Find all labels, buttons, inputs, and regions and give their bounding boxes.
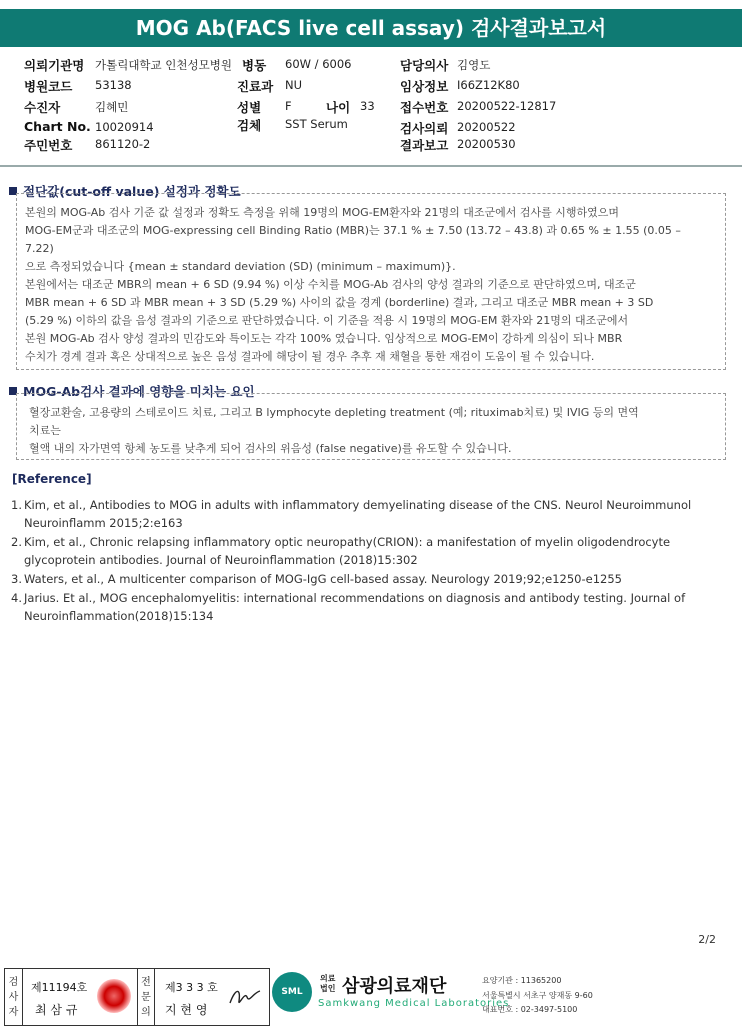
cutoff-line: MOG-EM군과 대조군의 MOG-expressing cell Binding Ratio (MBR)는 37.1 % ± 7.50 (13.72 – 43.8) 과 0.65 % ± 1.55 (0.05 –	[25, 224, 681, 237]
org-name: 삼광의료재단	[342, 976, 447, 997]
signature-icon	[227, 983, 263, 1011]
value-sex: F	[285, 99, 292, 113]
value-age: 33	[360, 99, 375, 113]
value-patient: 김혜민	[95, 100, 129, 114]
reference-item	[11, 533, 721, 569]
report-title: MOG Ab(FACS live cell assay) 검사결과보고서	[0, 9, 742, 47]
value-doctor: 김영도	[457, 58, 491, 72]
reference-item	[11, 570, 721, 588]
reference-text: Jarius. Et al., MOG encephalomyelitis: international recommendations on diagnosis and antibody testing. Journal of	[24, 591, 686, 605]
label-receipt-no: 접수번호	[400, 100, 449, 115]
cutoff-line: 본원의 MOG-Ab 검사 기준 값 설정과 정확도 측정을 위해 19명의 MOG-EM환자와 21명의 대조군에서 검사를 시행하였으며	[25, 206, 619, 219]
label-request-date: 검사의뢰	[400, 121, 449, 136]
seal-stamp-icon	[97, 979, 131, 1013]
reference-text-cont: glycoprotein antibodies. Journal of Neuroinflammation (2018)15:302	[24, 553, 418, 567]
reference-list	[11, 496, 721, 626]
specialist-license-no: 제3 3 3 호	[165, 981, 218, 994]
label-ward: 병동	[242, 58, 267, 73]
page-number: 2/2	[698, 933, 716, 946]
label-chart-no: Chart No.	[24, 119, 91, 134]
cutoff-line: (5.29 %) 이하의 값을 음성 결과의 기준으로 판단하였습니다. 이 기준을 적용 시 19명의 MOG-EM 환자와 21명의 대조군에서	[25, 314, 629, 327]
tester-license-no: 제11194호	[31, 981, 88, 994]
value-clinical-info: I66Z12K80	[457, 78, 520, 92]
cutoff-line: 본원 MOG-Ab 검사 양성 결과의 민감도와 특이도는 각각 100% 였습니다. 임상적으로 MOG-EM이 강하게 의심이 되나 MBR	[25, 332, 623, 345]
section-factors-box	[16, 393, 726, 460]
reference-number: 4.	[11, 591, 22, 605]
tester-name: 최 삼 규	[35, 1003, 78, 1017]
value-report-date: 20200530	[457, 137, 516, 151]
specialist-name: 지 현 영	[165, 1003, 208, 1017]
reference-number: 2.	[11, 535, 22, 549]
label-clinical-info: 임상정보	[400, 79, 449, 94]
patient-info	[0, 50, 742, 163]
factors-line: 치료는	[29, 424, 61, 437]
tester-role-label: 검사자	[5, 969, 23, 1025]
reference-item	[11, 589, 721, 625]
label-patient: 수진자	[24, 100, 61, 115]
value-receipt-no: 20200522-12817	[457, 99, 557, 113]
reference-text: Kim, et al., Chronic relapsing inflammatory optic neuropathy(CRION): a manifestation of myelin oligodendrocyte	[24, 535, 671, 549]
reference-text: Kim, et al., Antibodies to MOG in adults with inflammatory demyelinating disease of the CNS. Neurol Neuroimmunol	[24, 498, 692, 512]
value-chart-no: 10020914	[95, 120, 154, 134]
value-department: NU	[285, 78, 303, 92]
org-prefix: 의료법인	[320, 974, 336, 993]
reference-number: 1.	[11, 498, 22, 512]
org-address: 서울특별시 서초구 양재동 9-60	[482, 991, 593, 1000]
sml-logo: SML	[272, 972, 312, 1012]
value-request-date: 20200522	[457, 120, 516, 134]
value-resident-no: 861120-2	[95, 137, 151, 151]
reference-text-cont: Neuroinflammation(2018)15:134	[24, 609, 214, 623]
label-institution: 의뢰기관명	[24, 58, 85, 73]
label-sex: 성별	[237, 100, 262, 115]
org-phone: 대표번호 : 02-3497-5100	[482, 1005, 578, 1014]
org-name-en: Samkwang Medical Laboratories	[318, 998, 510, 1009]
label-specimen: 검체	[237, 118, 262, 133]
label-hospital-code: 병원코드	[24, 79, 73, 94]
label-age: 나이	[326, 100, 351, 115]
reference-text: Waters, et al., A multicenter comparison of MOG-IgG cell-based assay. Neurology 2019;92;e1250-e1255	[24, 572, 622, 586]
value-ward: 60W / 6006	[285, 57, 352, 71]
reference-text-cont: Neuroinflamm 2015;2:e163	[24, 516, 183, 530]
label-resident-no: 주민번호	[24, 138, 73, 153]
value-specimen: SST Serum	[285, 117, 348, 131]
specialist-role-label: 전문의	[137, 969, 155, 1025]
factors-line: 혈장교환술, 고용량의 스테로이드 치료, 그리고 B lymphocyte depleting treatment (예; rituximab치료) 및 IVIG 등의 면역	[29, 406, 639, 419]
signature-box	[4, 968, 270, 1026]
value-institution: 가톨릭대학교 인천성모병원	[95, 58, 232, 72]
value-hospital-code: 53138	[95, 78, 132, 92]
label-report-date: 결과보고	[400, 138, 449, 153]
label-department: 진료과	[237, 79, 274, 94]
factors-line: 혈액 내의 자가면역 항체 농도를 낮추게 되어 검사의 위음성 (false negative)를 유도할 수 있습니다.	[29, 442, 512, 455]
reference-number: 3.	[11, 572, 22, 586]
cutoff-line: MBR mean + 6 SD 과 MBR mean + 3 SD (5.29 %) 사이의 값을 경계 (borderline) 결과, 그리고 대조군 MBR mean + 3 SD	[25, 296, 654, 309]
cutoff-line: 7.22)	[25, 242, 54, 255]
cutoff-line: 으로 측정되었습니다 {mean ± standard deviation (SD) (minimum – maximum)}.	[25, 260, 456, 273]
cutoff-line: 수치가 경계 결과 혹은 상대적으로 높은 음성 결과에 해당이 될 경우 추후 재 채혈을 통한 재검이 도움이 될 수 있습니다.	[25, 350, 595, 363]
label-doctor: 담당의사	[400, 58, 449, 73]
reference-title: [Reference]	[12, 472, 92, 486]
section-factors-title-text: MOG-Ab검사 결과에 영향을 미치는 요인	[23, 384, 255, 399]
section-cutoff-box	[16, 193, 726, 370]
section-cutoff-title-text: 절단값(cut-off value) 설정과 정확도	[23, 184, 241, 199]
institution-code: 요양기관 : 11365200	[482, 976, 562, 985]
header-divider	[0, 165, 742, 167]
cutoff-line: 본원에서는 대조군 MBR의 mean + 6 SD (9.94 %) 이상 수치를 MOG-Ab 검사의 양성 결과의 기준으로 판단하였으며, 대조군	[25, 278, 636, 291]
reference-item	[11, 496, 721, 532]
